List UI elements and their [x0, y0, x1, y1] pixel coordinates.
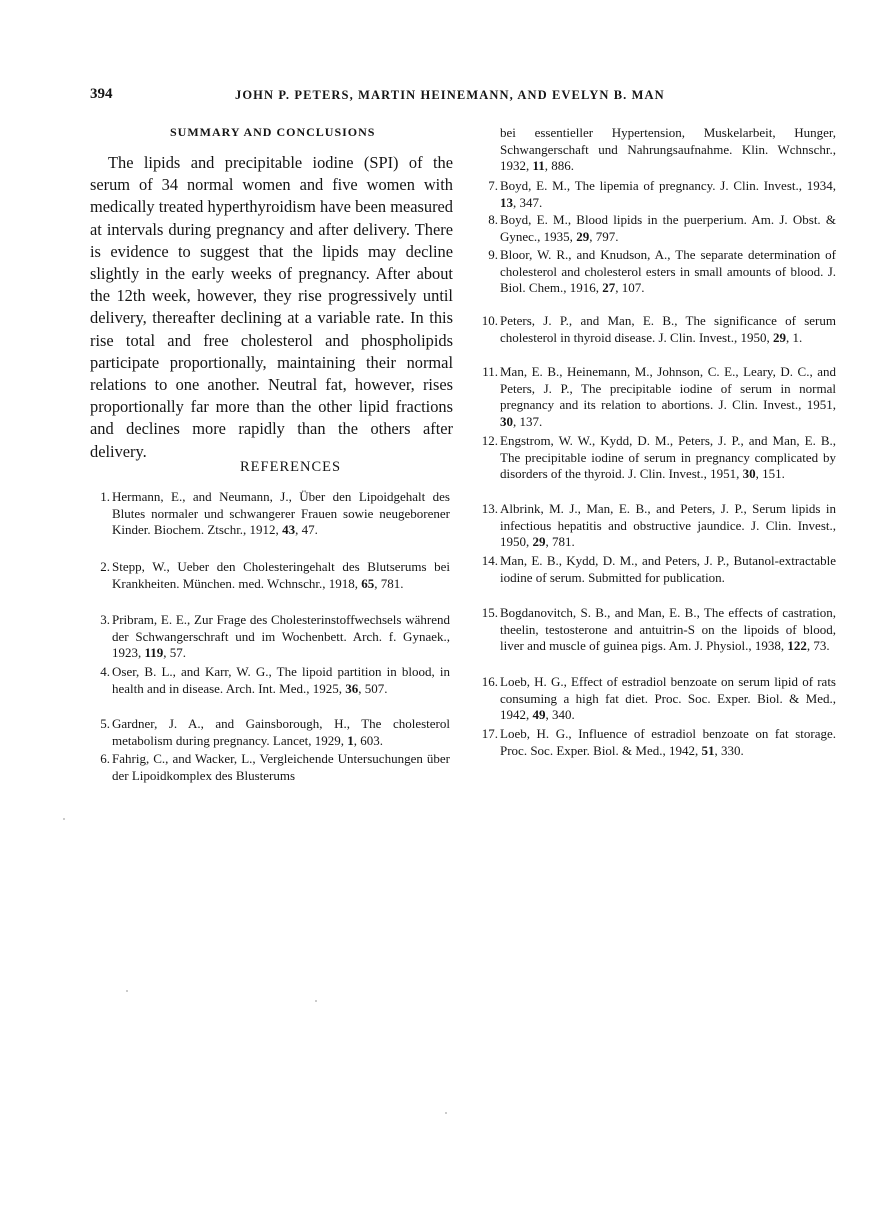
reference-item: 7. Boyd, E. M., The lipemia of pregnancy. J. Clin. Invest., 1934, 13, 347. — [488, 178, 836, 210]
reference-item: 2. Stepp, W., Ueber den Cholesteringehalt des Blutserums bei Krankheiten. München. med. Wchnschr., 1918, 65, 781. — [100, 559, 450, 591]
reference-item: 1. Hermann, E., and Neumann, J., Über den Lipoidgehalt des Blutes normaler und schwangerer Frauen sowie neugeborener Kinder. Biochem. Ztschr., 1912, 43, 47. — [100, 489, 450, 538]
reference-item: 13. Albrink, M. J., Man, E. B., and Peters, J. P., Serum lipids in infectious hepatitis and obstructive jaundice. J. Clin. Invest., 1950, 29, 781. — [481, 501, 836, 550]
scan-speck — [445, 1112, 447, 1114]
reference-item: 15. Bogdanovitch, S. B., and Man, E. B., The effects of castration, theelin, testosterone and antuitrin-S on the lipoids of blood, liver and muscle of guinea pigs. Am. J. Physiol., 1938, 122, 73. — [481, 605, 836, 654]
reference-item: 10. Peters, J. P., and Man, E. B., The significance of serum cholesterol in thyroid disease. J. Clin. Invest., 1950, 29, 1. — [481, 313, 836, 345]
reference-item: 8. Boyd, E. M., Blood lipids in the puerperium. Am. J. Obst. & Gynec., 1935, 29, 797. — [488, 212, 836, 244]
scan-speck — [126, 990, 128, 992]
scan-speck — [63, 818, 65, 820]
summary-paragraph: The lipids and precipitable iodine (SPI) of the serum of 34 normal women and five women with medically treated hyperthyroidism have been measured at intervals during pregnancy and after delivery. There is evidence to suggest that the lipids may decline slightly in the early weeks of pregnancy. After about the 12th week, however, they rise progressively until delivery, thereafter declining at a variable rate. In this rise total and free cholesterol and phospholipids participate proportionally, maintaining their normal relations to one another. Neutral fat, however, rises proportionally far more than the other lipid fractions and declines more rapidly than the others after delivery. — [90, 153, 453, 461]
references-heading: REFERENCES — [240, 459, 342, 475]
running-title: JOHN P. PETERS, MARTIN HEINEMANN, AND EVELYN B. MAN — [235, 88, 665, 102]
summary-heading: SUMMARY AND CONCLUSIONS — [170, 125, 376, 139]
reference-item: 17. Loeb, H. G., Influence of estradiol benzoate on fat storage. Proc. Soc. Exper. Biol. & Med., 1942, 51, 330. — [481, 726, 836, 758]
reference-item: 12. Engstrom, W. W., Kydd, D. M., Peters, J. P., and Man, E. B., The precipitable iodine of serum in pregnancy complicated by disorders of the thyroid. J. Clin. Invest., 1951, 30, 151. — [481, 433, 836, 482]
scan-speck — [315, 1000, 317, 1002]
reference-item: 3. Pribram, E. E., Zur Frage des Cholesterinstoffwechsels während der Schwangerschraft und im Wochenbett. Arch. f. Gynaek., 1923, 119, 57. — [100, 612, 450, 661]
reference-item: 4. Oser, B. L., and Karr, W. G., The lipoid partition in blood, in health and in disease. Arch. Int. Med., 1925, 36, 507. — [100, 664, 450, 696]
page-number: 394 — [90, 86, 113, 102]
reference-item: 11. Man, E. B., Heinemann, M., Johnson, C. E., Leary, D. C., and Peters, J. P., The precipitable iodine of serum in normal pregnancy and its relation to abortions. J. Clin. Invest., 1951, 30, 137. — [482, 364, 836, 429]
reference-item: 16. Loeb, H. G., Effect of estradiol benzoate on serum lipid of rats consuming a high fat diet. Proc. Soc. Exper. Biol. & Med., 1942, 49, 340. — [481, 674, 836, 723]
reference-item: 14. Man, E. B., Kydd, D. M., and Peters, J. P., Butanol-extractable iodine of serum. Submitted for publication. — [481, 553, 836, 585]
reference-item: 6. Fahrig, C., and Wacker, L., Vergleichende Untersuchungen über der Lipoidkomplex des Blusterums — [100, 751, 450, 783]
reference-item: 9. Bloor, W. R., and Knudson, A., The separate determination of cholesterol and cholesterol esters in small amounts of blood. J. Biol. Chem., 1916, 27, 107. — [488, 247, 836, 296]
reference-item: 5. Gardner, J. A., and Gainsborough, H., The cholesterol metabolism during pregnancy. Lancet, 1929, 1, 603. — [100, 716, 450, 748]
reference-item-continuation: bei essentieller Hypertension, Muskelarbeit, Hunger, Schwangerschaft und Nahrungsaufnahme. Klin. Wchnschr., 1932, 11, 886. — [500, 125, 836, 174]
